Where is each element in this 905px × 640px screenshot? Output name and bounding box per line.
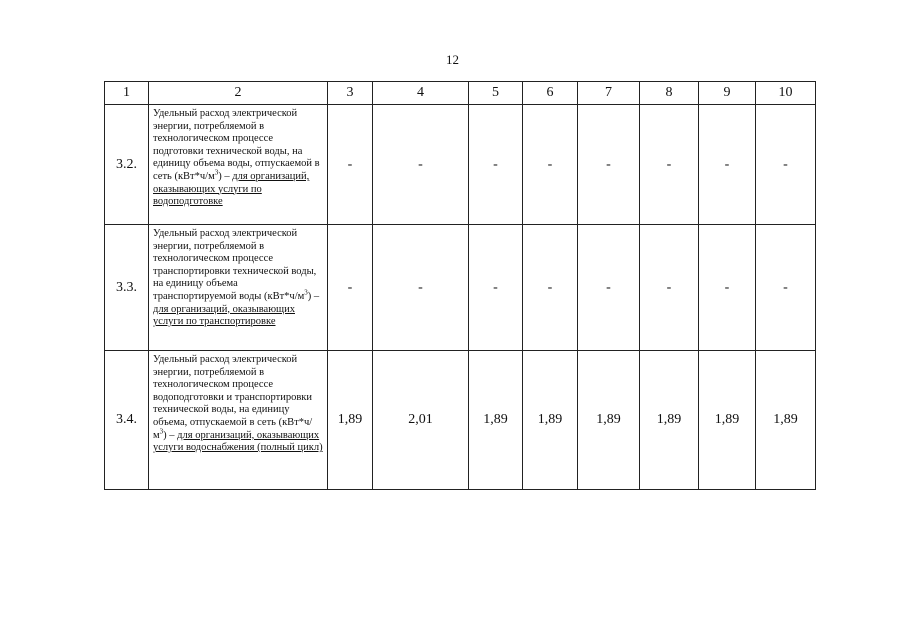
value-cell: -: [578, 225, 640, 351]
header-cell: 9: [699, 82, 756, 105]
row-description: [149, 351, 328, 490]
value-cell: -: [578, 105, 640, 225]
value-cell: 2,01: [373, 351, 469, 490]
header-cell: 6: [523, 82, 578, 105]
header-cell: 1: [105, 82, 149, 105]
description-suffix: ) –: [307, 290, 320, 302]
table-row: [105, 225, 816, 351]
header-cell: 8: [640, 82, 699, 105]
header-cell: 10: [756, 82, 816, 105]
header-cell: 4: [373, 82, 469, 105]
row-number: 3.3.: [105, 225, 149, 351]
value-cell: 1,89: [756, 351, 816, 490]
description-text: Удельный расход электрической энергии, потребляемой в технологическом процессе водоподготовки и транспортировки технической воды, на единицу объема, отпускаемой в сеть (кВт*ч/м: [153, 354, 313, 441]
value-cell: 1,89: [640, 351, 699, 490]
value-cell: -: [523, 225, 578, 351]
description-suffix: ) –: [163, 429, 175, 441]
value-cell: -: [756, 105, 816, 225]
description-underlined: для организаций, оказывающих услуги водоснабжения (полный цикл): [153, 429, 323, 454]
superscript: 3: [304, 288, 308, 297]
indicator-table: [104, 81, 816, 490]
description-text: Удельный расход электрической энергии, потребляемой в технологическом процессе транспортировки технической воды, на единицу объема транспортируемой воды (кВт*ч/м: [153, 228, 317, 302]
value-cell: -: [469, 225, 523, 351]
header-cell: 7: [578, 82, 640, 105]
description-suffix: ) –: [218, 170, 230, 182]
superscript: 3: [159, 427, 164, 436]
row-description: [149, 225, 328, 351]
value-cell: 1,89: [699, 351, 756, 490]
value-cell: -: [699, 105, 756, 225]
row-description: [149, 105, 328, 225]
value-cell: 1,89: [469, 351, 523, 490]
row-number: 3.2.: [105, 105, 149, 225]
value-cell: -: [328, 225, 373, 351]
table-row: [105, 105, 816, 225]
description-underlined: для организаций, оказывающих услуги по транспортировке: [153, 303, 295, 328]
superscript: 3: [214, 168, 219, 177]
table-row: [105, 351, 816, 490]
header-row: [105, 82, 816, 105]
page-number: 12: [446, 52, 459, 67]
value-cell: -: [328, 105, 373, 225]
header-cell: 3: [328, 82, 373, 105]
description-underlined: для организаций, оказывающих услуги по водоподготовке: [153, 170, 310, 208]
value-cell: -: [469, 105, 523, 225]
value-cell: 1,89: [578, 351, 640, 490]
value-cell: -: [373, 225, 469, 351]
value-cell: -: [699, 225, 756, 351]
value-cell: 1,89: [523, 351, 578, 490]
value-cell: -: [523, 105, 578, 225]
value-cell: -: [756, 225, 816, 351]
description-text: Удельный расход электрической энергии, потребляемой в технологическом процессе подготовки технической воды, на единицу объема воды, отпускаемой в сеть (кВт*ч/м: [153, 108, 320, 182]
header-cell: 2: [149, 82, 328, 105]
header-cell: 5: [469, 82, 523, 105]
value-cell: 1,89: [328, 351, 373, 490]
value-cell: -: [373, 105, 469, 225]
value-cell: -: [640, 105, 699, 225]
row-number: 3.4.: [105, 351, 149, 490]
value-cell: -: [640, 225, 699, 351]
